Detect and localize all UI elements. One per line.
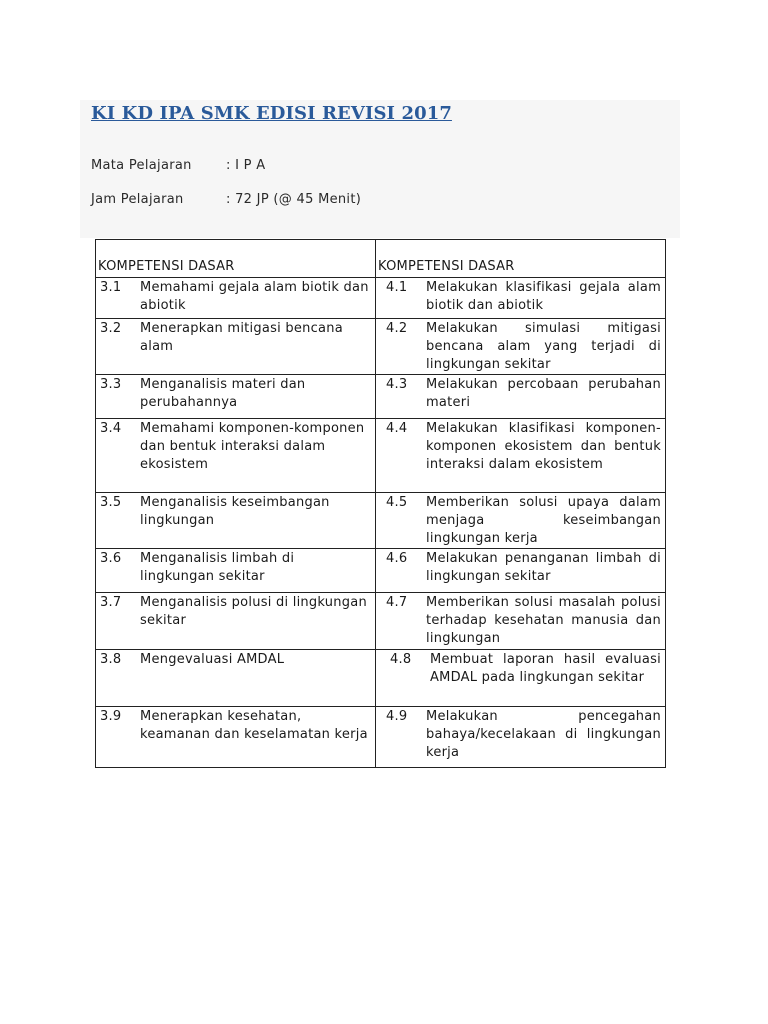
kd4-text: Memberikan solusi masalah polusi terhadap kesehatan manusia dan lingkungan — [426, 595, 661, 646]
kd3-text: Menganalisis polusi di lingkungan sekitar — [140, 595, 367, 628]
header-kd3: KOMPETENSI DASAR — [96, 240, 376, 278]
header-kd4: KOMPETENSI DASAR — [376, 240, 666, 278]
kd3-text: Mengevaluasi AMDAL — [140, 652, 285, 667]
kd3-text: Menganalisis keseimbangan lingkungan — [140, 495, 330, 528]
kd3-text: Menerapkan kesehatan, keamanan dan keselamatan kerja — [140, 709, 368, 742]
kd4-number: 4.4 — [386, 421, 408, 436]
kd3-text: Menerapkan mitigasi bencana alam — [140, 321, 343, 354]
kd4-text: Memberikan solusi upaya dalam menjaga keseimbangan lingkungan kerja — [426, 495, 661, 546]
table-row — [96, 493, 666, 549]
kd3-number: 3.6 — [100, 551, 122, 566]
meta-hours-value: : 72 JP (@ 45 Menit) — [226, 192, 362, 207]
table-row — [96, 319, 666, 375]
table-row — [96, 278, 666, 319]
table-row — [96, 419, 666, 493]
kd3-number: 3.4 — [100, 421, 122, 436]
competency-table — [95, 239, 666, 768]
kd3-number: 3.8 — [100, 652, 122, 667]
kd4-text: Melakukan klasifikasi komponen-komponen ekosistem dan bentuk interaksi dalam ekosistem — [426, 421, 661, 472]
kd4-text: Membuat laporan hasil evaluasi AMDAL pada lingkungan sekitar — [430, 652, 661, 685]
kd4-number: 4.2 — [386, 321, 408, 336]
document-title: KI KD IPA SMK EDISI REVISI 2017 — [91, 103, 452, 124]
kd4-text: Melakukan percobaan perubahan materi — [426, 377, 661, 410]
kd4-number: 4.5 — [386, 495, 408, 510]
meta-subject — [91, 158, 265, 173]
meta-subject-value: : I P A — [226, 158, 266, 173]
kd3-text: Menganalisis limbah di lingkungan sekitar — [140, 551, 295, 584]
kd4-number: 4.1 — [386, 280, 408, 295]
meta-subject-label: Mata Pelajaran — [91, 158, 192, 173]
kd3-text: Memahami komponen-komponen dan bentuk interaksi dalam ekosistem — [140, 421, 365, 472]
kd4-number: 4.6 — [386, 551, 408, 566]
kd3-text: Menganalisis materi dan perubahannya — [140, 377, 306, 410]
table-row — [96, 549, 666, 593]
kd4-text: Melakukan pencegahan bahaya/kecelakaan di lingkungan kerja — [426, 709, 661, 760]
kd3-number: 3.1 — [100, 280, 122, 295]
kd3-text: Memahami gejala alam biotik dan abiotik — [140, 280, 369, 313]
meta-hours — [91, 192, 361, 207]
kd3-number: 3.9 — [100, 709, 122, 724]
kd4-number: 4.7 — [386, 595, 408, 610]
meta-hours-label: Jam Pelajaran — [91, 192, 184, 207]
table-row — [96, 650, 666, 707]
kd4-number: 4.9 — [386, 709, 408, 724]
kd3-number: 3.5 — [100, 495, 122, 510]
table-row — [96, 707, 666, 768]
table-row — [96, 593, 666, 650]
kd4-number: 4.3 — [386, 377, 408, 392]
kd4-text: Melakukan simulasi mitigasi bencana alam yang terjadi di lingkungan sekitar — [426, 321, 661, 372]
kd3-number: 3.7 — [100, 595, 122, 610]
table-row — [96, 375, 666, 419]
kd4-number: 4.8 — [390, 652, 412, 667]
kd4-text: Melakukan penanganan limbah di lingkungan sekitar — [426, 551, 661, 584]
table-header-row — [96, 240, 666, 278]
kd3-number: 3.2 — [100, 321, 122, 336]
kd3-number: 3.3 — [100, 377, 122, 392]
kd4-text: Melakukan klasifikasi gejala alam biotik dan abiotik — [426, 280, 661, 313]
